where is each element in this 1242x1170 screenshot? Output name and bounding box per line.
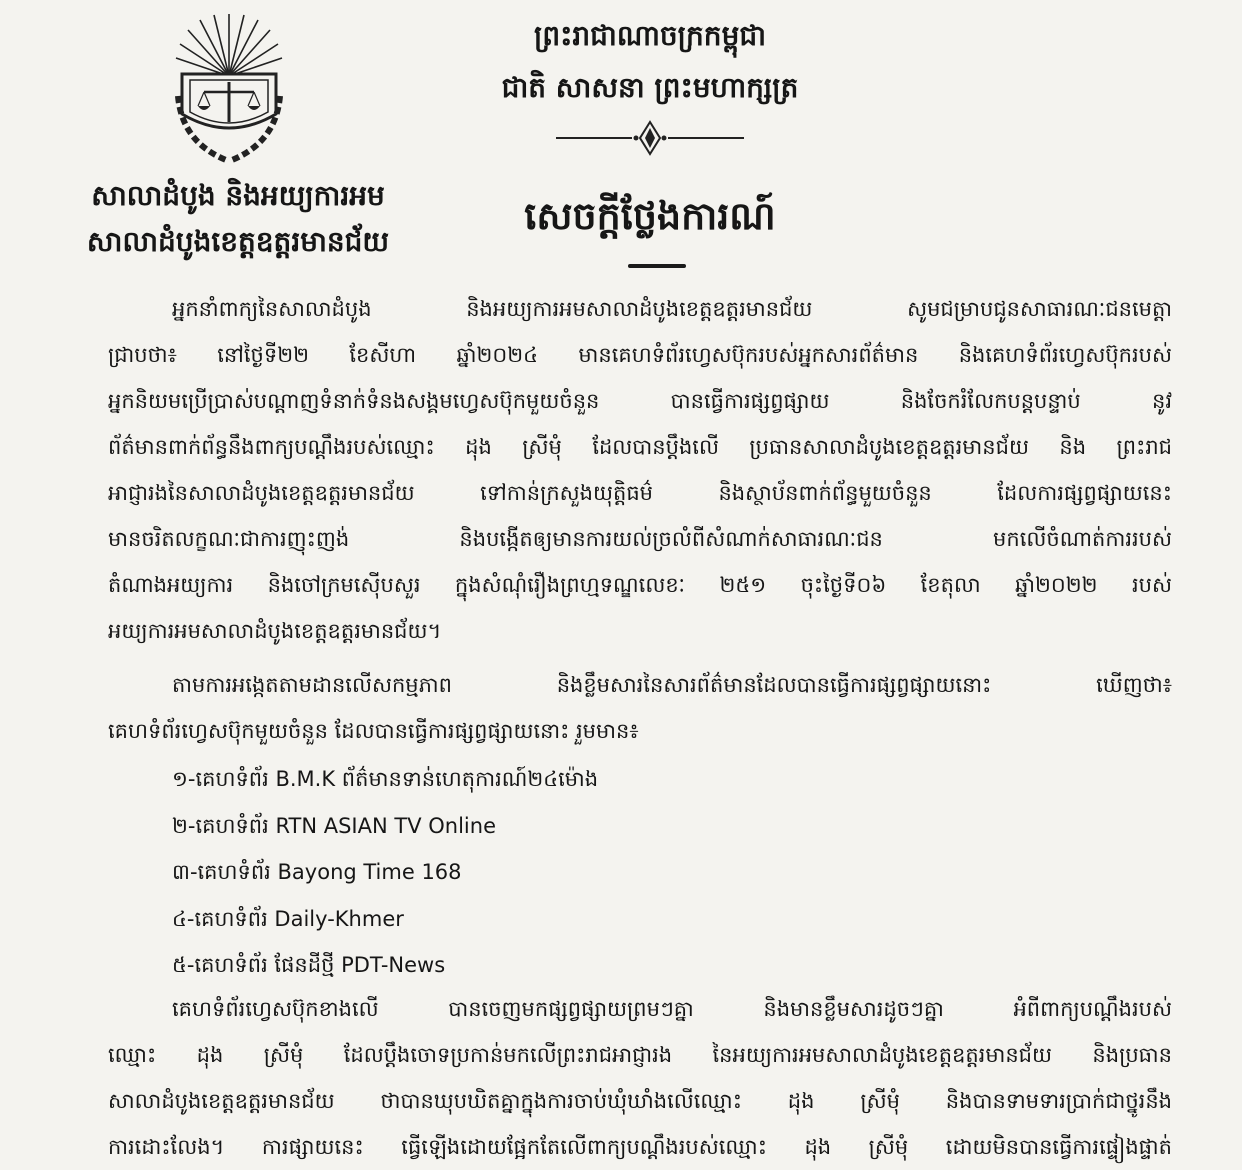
text-line: អាជ្ញារងនៃសាលាដំបូងខេត្តឧត្តរមានជ័យ ទៅកាន់ក្រសួងយុត្តិធម៌ និងស្ថាប័នពាក់ព័ន្ធមួយចំនួន ដែលការផ្សព្វផ្សាយនេះ [108,481,1172,505]
text-line: ព័ត៌មានពាក់ព័ន្ធនឹងពាក្យបណ្ដឹងរបស់ឈ្មោះ ដុង ស្រីមុំ ដែលបានប្ដឹងលើ ប្រធានសាលាដំបូងខេត្តឧត្តរមានជ័យ និង ព្រះរាជ [108,435,1172,459]
text-line: គេហទំព័រហ្វេសប៊ុកខាងលើ បានចេញមកផ្សព្វផ្សាយព្រមៗគ្នា និងមានខ្លឹមសារដូចៗគ្នា អំពីពាក្យបណ្ដឹងរបស់ [172,997,1172,1021]
paragraph-3 [108,986,1172,1170]
list-item: ៤-គេហទំព័រ Daily-Khmer [172,906,404,931]
text-line: អយ្យការអមសាលាដំបូងខេត្តឧត្តរមានជ័យ។ [108,619,442,643]
text-line: ជ្រាបថា៖ នៅថ្ងៃទី២២ ខែសីហា ឆ្នាំ២០២៤ មានគេហទំព័រហ្វេសប៊ុករបស់អ្នកសារព័ត៌មាន និងគេហទំព័រហ្វេសប៊ុករបស់ [108,343,1172,367]
text-line: ឈ្មោះ ដុង ស្រីមុំ ដែលប្ដឹងចោទប្រកាន់មកលើព្រះរាជអាជ្ញារង នៃអយ្យការអមសាលាដំបូងខេត្តឧត្តរមានជ័យ និងប្រធាន [108,1043,1172,1067]
paragraph-1 [108,286,1172,654]
list-item: ១-គេហទំព័រ B.M.K ព័ត៌មានទាន់ហេតុការណ៍២៤ម៉ោង [172,767,599,791]
text-line: គេហទំព័រហ្វេសប៊ុកមួយចំនួន ដែលបានធ្វើការផ្សព្វផ្សាយនោះ រួមមាន៖ [108,719,639,743]
text-line: អ្នកនិយមប្រើប្រាស់បណ្ដាញទំនាក់ទំនងសង្គមហ្វេសប៊ុកមួយចំនួន បានធ្វើការផ្សព្វផ្សាយ និងចែករំលែកបន្តបន្ទាប់ នូវ [108,389,1172,413]
facebook-page-list [172,756,598,989]
list-item: ២-គេហទំព័រ RTN ASIAN TV Online [172,813,496,838]
ornament-divider-icon [552,118,748,158]
kingdom-heading: ព្រះរាជាណាចក្រកម្ពុជា [533,19,766,52]
national-motto: ជាតិ សាសនា ព្រះមហាក្សត្រ [501,71,799,104]
list-item: ៣-គេហទំព័រ Bayong Time 168 [172,860,462,884]
text-line: អ្នកនាំពាក្យនៃសាលាដំបូង និងអយ្យការអមសាលាដំបូងខេត្តឧត្តរមានជ័យ សូមជម្រាបជូនសាធារណៈជនមេត្តា [172,297,1172,321]
document-title: សេចក្ដីថ្លែងការណ៍ [524,194,776,238]
paragraph-2 [108,662,1172,754]
court-emblem-icon [168,14,290,166]
text-line: តំណាងអយ្យការ និងចៅក្រមស៊ើបសួរ ក្នុងសំណុំរឿងព្រហ្មទណ្ឌលេខៈ ២៥១ ចុះថ្ងៃទី០៦ ខែតុលា ឆ្នាំ២០២២ របស់ [108,573,1172,597]
text-line: មានចរិតលក្ខណៈជាការញុះញង់ និងបង្កើតឲ្យមានការយល់ច្រលំពីសំណាក់សាធារណៈជន មកលើចំណាត់ការរបស់ [108,527,1172,551]
list-item: ៥-គេហទំព័រ ផែនដីថ្មី PDT-News [172,953,446,977]
text-line: ការដោះលែង។ ការផ្សាយនេះ ធ្វើឡើងដោយផ្អែកតែលើពាក្យបណ្ដឹងរបស់ឈ្មោះ ដុង ស្រីមុំ ដោយមិនបានធ្វើការផ្ទៀងផ្ទាត់ [108,1135,1172,1159]
title-underline [628,264,686,268]
org-name-line2: សាលាដំបូងខេត្តឧត្តរមានជ័យ [86,225,390,258]
org-name-line1: សាលាដំបូង និងអយ្យការអម [91,179,385,212]
text-line: តាមការអង្កេតតាមដានលើសកម្មភាព និងខ្លឹមសារនៃសារព័ត៌មានដែលបានធ្វើការផ្សព្វផ្សាយនោះ ឃើញថា៖ [172,673,1172,697]
text-line: សាលាដំបូងខេត្តឧត្តរមានជ័យ ថាបានឃុបឃិតគ្នាក្នុងការចាប់ឃុំឃាំងលើឈ្មោះ ដុង ស្រីមុំ និងបានទាមទារប្រាក់ជាថ្នូរនឹង [108,1089,1172,1113]
